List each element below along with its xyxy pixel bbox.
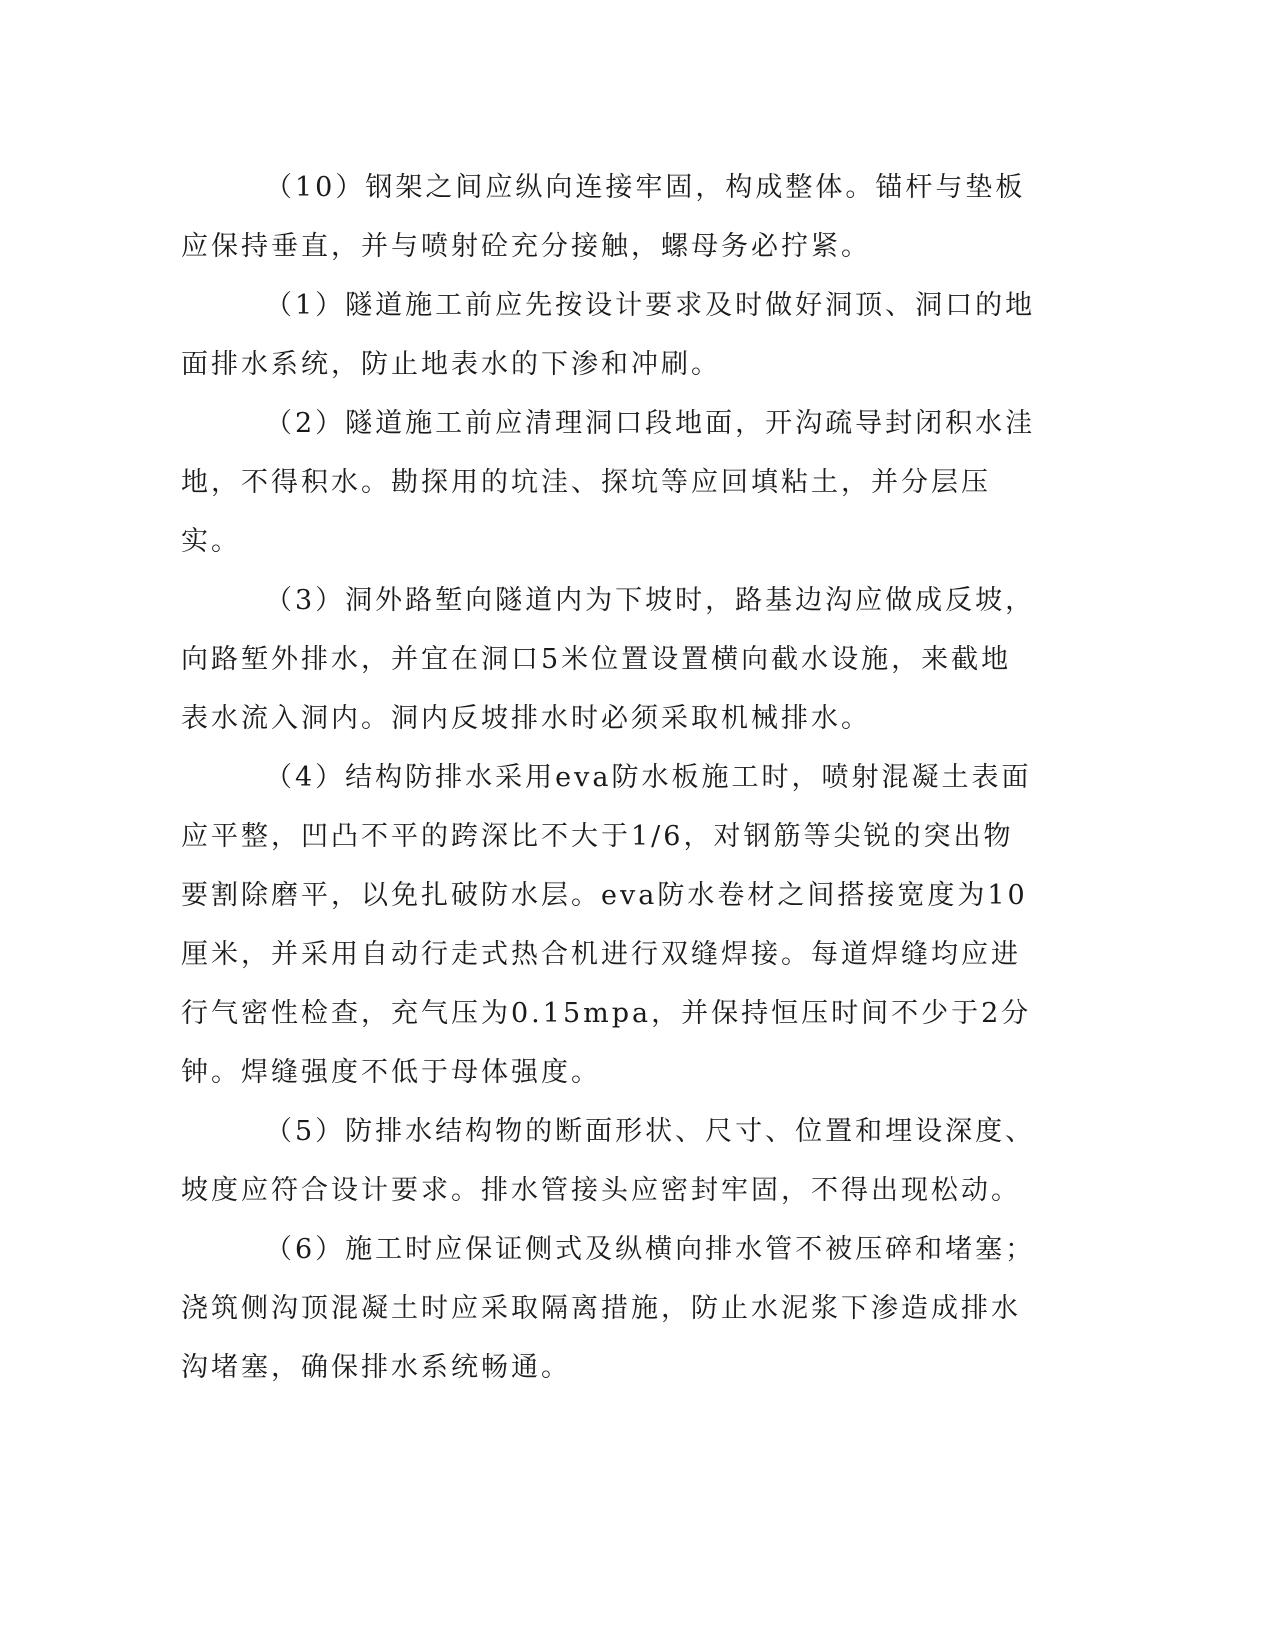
paragraph-steel-frame: （10）钢架之间应纵向连接牢固，构成整体。锚杆与垫板应保持垂直，并与喷射砼充分接触，螺母务必拧紧。 (181, 172, 1026, 262)
paragraph-2-portal-ground: （2）隧道施工前应清理洞口段地面，开沟疏导封闭积水洼地，不得积水。勘探用的坑洼、探坑等应回填粘土，并分层压实。 (181, 408, 1036, 557)
paragraph-6-drain-pipes: （6）施工时应保证侧式及纵横向排水管不被压碎和堵塞；浇筑侧沟顶混凝土时应采取隔离措施，防止水泥浆下渗造成排水沟堵塞，确保排水系统畅通。 (181, 1234, 1036, 1383)
paragraph-1-drainage-system: （1）隧道施工前应先按设计要求及时做好洞顶、洞口的地面排水系统，防止地表水的下渗和冲刷。 (181, 290, 1036, 380)
paragraph-5-drainage-structures: （5）防排水结构物的断面形状、尺寸、位置和埋设深度、坡度应符合设计要求。排水管接头应密封牢固，不得出现松动。 (181, 1116, 1036, 1206)
paragraph-3-cutting-drainage: （3）洞外路堑向隧道内为下坡时，路基边沟应做成反坡，向路堑外排水，并宜在洞口5米位置设置横向截水设施，来截地表水流入洞内。洞内反坡排水时必须采取机械排水。 (181, 585, 1036, 734)
paragraph-4-waterproof-board: （4）结构防排水采用eva防水板施工时，喷射混凝土表面应平整，凹凸不平的跨深比不大于1/6，对钢筋等尖锐的突出物要割除磨平，以免扎破防水层。eva防水卷材之间搭接宽度为10厘米，并采用自动行走式热合机进行双缝焊接。每道焊缝均应进行气密性检查，充气压为0.15mpa，并保持恒压时间不少于2分钟。焊缝强度不低于母体强度。 (181, 762, 1032, 1088)
document-body (181, 158, 1036, 1397)
